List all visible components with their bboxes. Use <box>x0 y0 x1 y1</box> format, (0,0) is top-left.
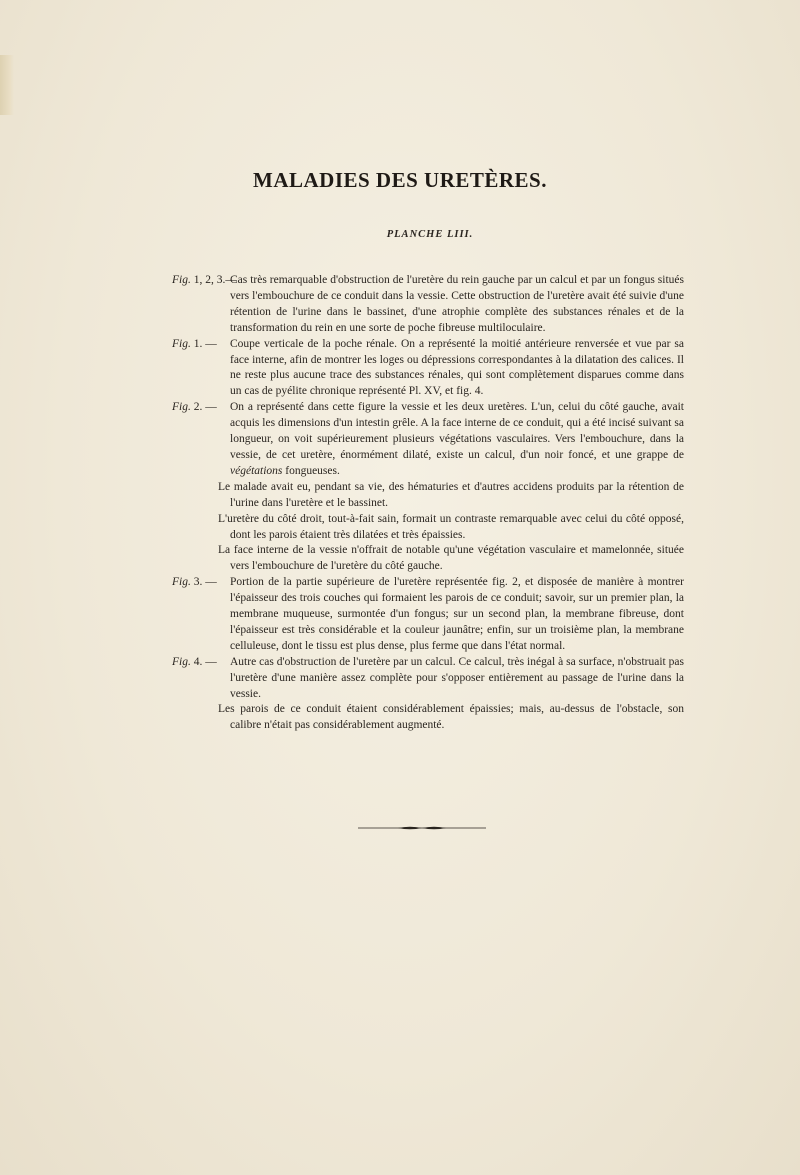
paragraph: Le malade avait eu, pendant sa vie, des hématuries et d'autres accidens produits par la rétention de l'urine dans l'uretère et le bassinet. <box>218 480 684 509</box>
fig-number: 1, 2, 3.— <box>193 274 237 286</box>
fig-number: 3. — <box>193 576 217 589</box>
entry-fig-4 <box>172 655 684 703</box>
paragraph: Les parois de ce conduit étaient considérablement épaissies; mais, au-dessus de l'obstacle, son calibre n'était pas considérablement augmenté. <box>218 703 684 732</box>
entry-text-italic: végétations <box>230 464 283 477</box>
page-title: MALADIES DES URETÈRES. <box>253 168 547 192</box>
plate-heading: PLANCHE LIII. <box>386 229 474 240</box>
paper-edge <box>0 55 14 115</box>
entry-text-end: fongueuses. <box>282 464 340 477</box>
fig-label: Fig. <box>172 337 191 350</box>
fig-label: Fig. <box>172 401 191 414</box>
fig-reference <box>172 400 217 416</box>
paragraph: La face interne de la vessie n'offrait de notable qu'une végétation vasculaire et mamelonnée, située vers l'embouchure de l'uretère du côté gauche. <box>218 544 684 573</box>
fig-reference <box>172 273 237 289</box>
fig-reference <box>172 337 217 353</box>
fig-number: 2. — <box>193 401 217 414</box>
fig-number: 1. — <box>193 337 217 350</box>
fig-reference <box>172 575 217 591</box>
entry-fig-1 <box>172 337 684 401</box>
entry-text: Cas très remarquable d'obstruction de l'uretère du rein gauche par un calcul et par un fongus situés vers l'embouchure de ce conduit dans la vessie. Cette obstruction de l'uretère avait été suivie d'une rétention de l'urine dans le bassinet, d'une atrophie complète des substances rénales et de la transformation du rein en une sorte de poche fibreuse multiloculaire. <box>230 274 684 334</box>
paragraph: L'uretère du côté droit, tout-à-fait sain, formait un contraste remarquable avec celui du côté opposé, dont les parois étaient très dilatées et très épaissies. <box>218 512 684 541</box>
fig-label: Fig. <box>172 655 191 668</box>
entry-fig-1-2-3 <box>172 273 684 337</box>
plate-description <box>172 273 684 734</box>
fig-reference <box>172 655 217 671</box>
ornamental-divider <box>358 826 486 830</box>
entry-text: On a représenté dans cette figure la vessie et les deux uretères. L'un, celui du côté gauche, avait acquis les dimensions d'un intestin grêle. A la face interne de ce conduit, qui a été incisé suivant sa longueur, on voit supérieurement plusieurs végétations vasculaires. Vers l'embouchure, dans la vessie, de cet uretère, énormément dilaté, existe un calcul, d'un noir foncé, et une grappe de <box>230 401 684 461</box>
fig-number: 4. — <box>193 655 217 668</box>
entry-text: Portion de la partie supérieure de l'uretère représentée fig. 2, et disposée de manière à montrer l'épaisseur des trois couches qui formaient les parois de ce conduit; savoir, sur un premier plan, la membrane muqueuse, surmontée d'un fongus; sur un second plan, la membrane fibreuse, dont l'épaisseur est très considérable et la couleur jaunâtre; enfin, sur un troisième plan, la membrane celluleuse, dont le tissu est plus dense, plus ferme que dans l'état normal. <box>230 576 684 652</box>
entry-text: Autre cas d'obstruction de l'uretère par un calcul. Ce calcul, très inégal à sa surface, n'obstruait pas l'uretère d'une manière assez complète pour s'opposer entièrement au passage de l'urine dans la vessie. <box>230 655 684 700</box>
fig-label: Fig. <box>172 576 191 589</box>
entry-fig-2 <box>172 400 684 480</box>
entry-fig-3 <box>172 575 684 655</box>
entry-text: Coupe verticale de la poche rénale. On a représenté la moitié antérieure renversée et vue par sa face interne, afin de montrer les loges ou dépressions correspondantes à la dilatation des calices. Il ne reste plus aucune trace des substances rénales, qui sont complètement disparues comme dans un cas de pyélite chronique représenté Pl. XV, et fig. 4. <box>230 337 684 398</box>
fig-label: Fig. <box>172 274 191 286</box>
